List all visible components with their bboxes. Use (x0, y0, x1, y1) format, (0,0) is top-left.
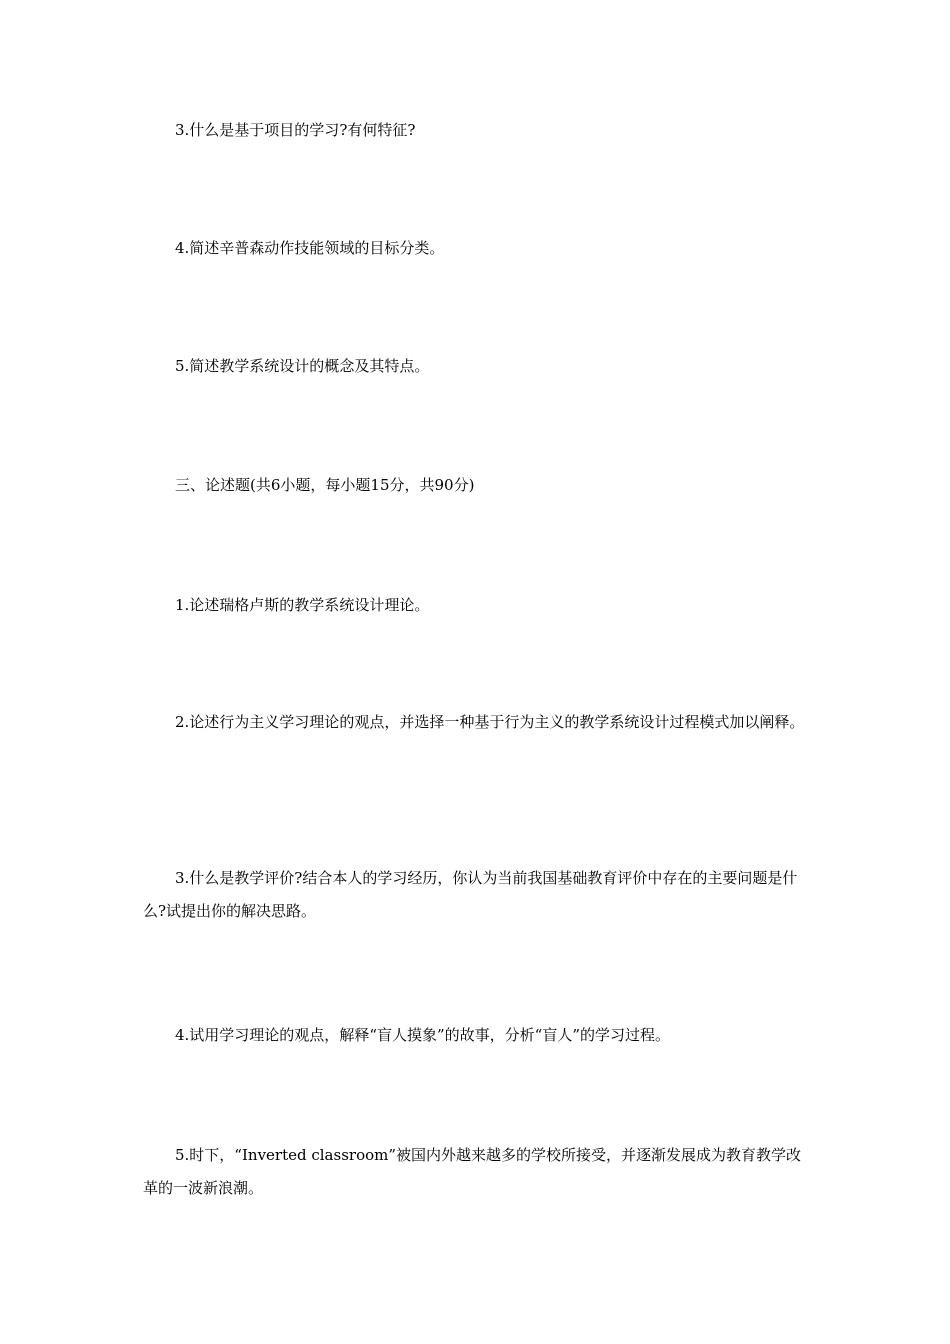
question-essay-4: 4.试用学习理论的观点，解释“盲人摸象”的故事，分析“盲人”的学习过程。 (175, 1026, 670, 1044)
question-essay-2: 2.论述行为主义学习理论的观点，并选择一种基于行为主义的教学系统设计过程模式加以阐释。 (175, 713, 805, 731)
question-short-4: 4.简述辛普森动作技能领域的目标分类。 (175, 239, 445, 257)
question-short-3: 3.什么是基于项目的学习?有何特征? (175, 121, 416, 139)
question-essay-1: 1.论述瑞格卢斯的教学系统设计理论。 (175, 596, 430, 614)
section-heading-essay: 三、论述题(共6小题，每小题15分，共90分) (175, 476, 475, 494)
question-essay-5: 5.时下，“Inverted classroom”被国内外越来越多的学校所接受，并逐渐发展成为教育教学改革的一波新浪潮。 (143, 1146, 802, 1197)
question-short-5: 5.简述教学系统设计的概念及其特点。 (175, 357, 430, 375)
question-essay-3: 3.什么是教学评价?结合本人的学习经历，你认为当前我国基础教育评价中存在的主要问题是什么?试提出你的解决思路。 (143, 869, 798, 920)
